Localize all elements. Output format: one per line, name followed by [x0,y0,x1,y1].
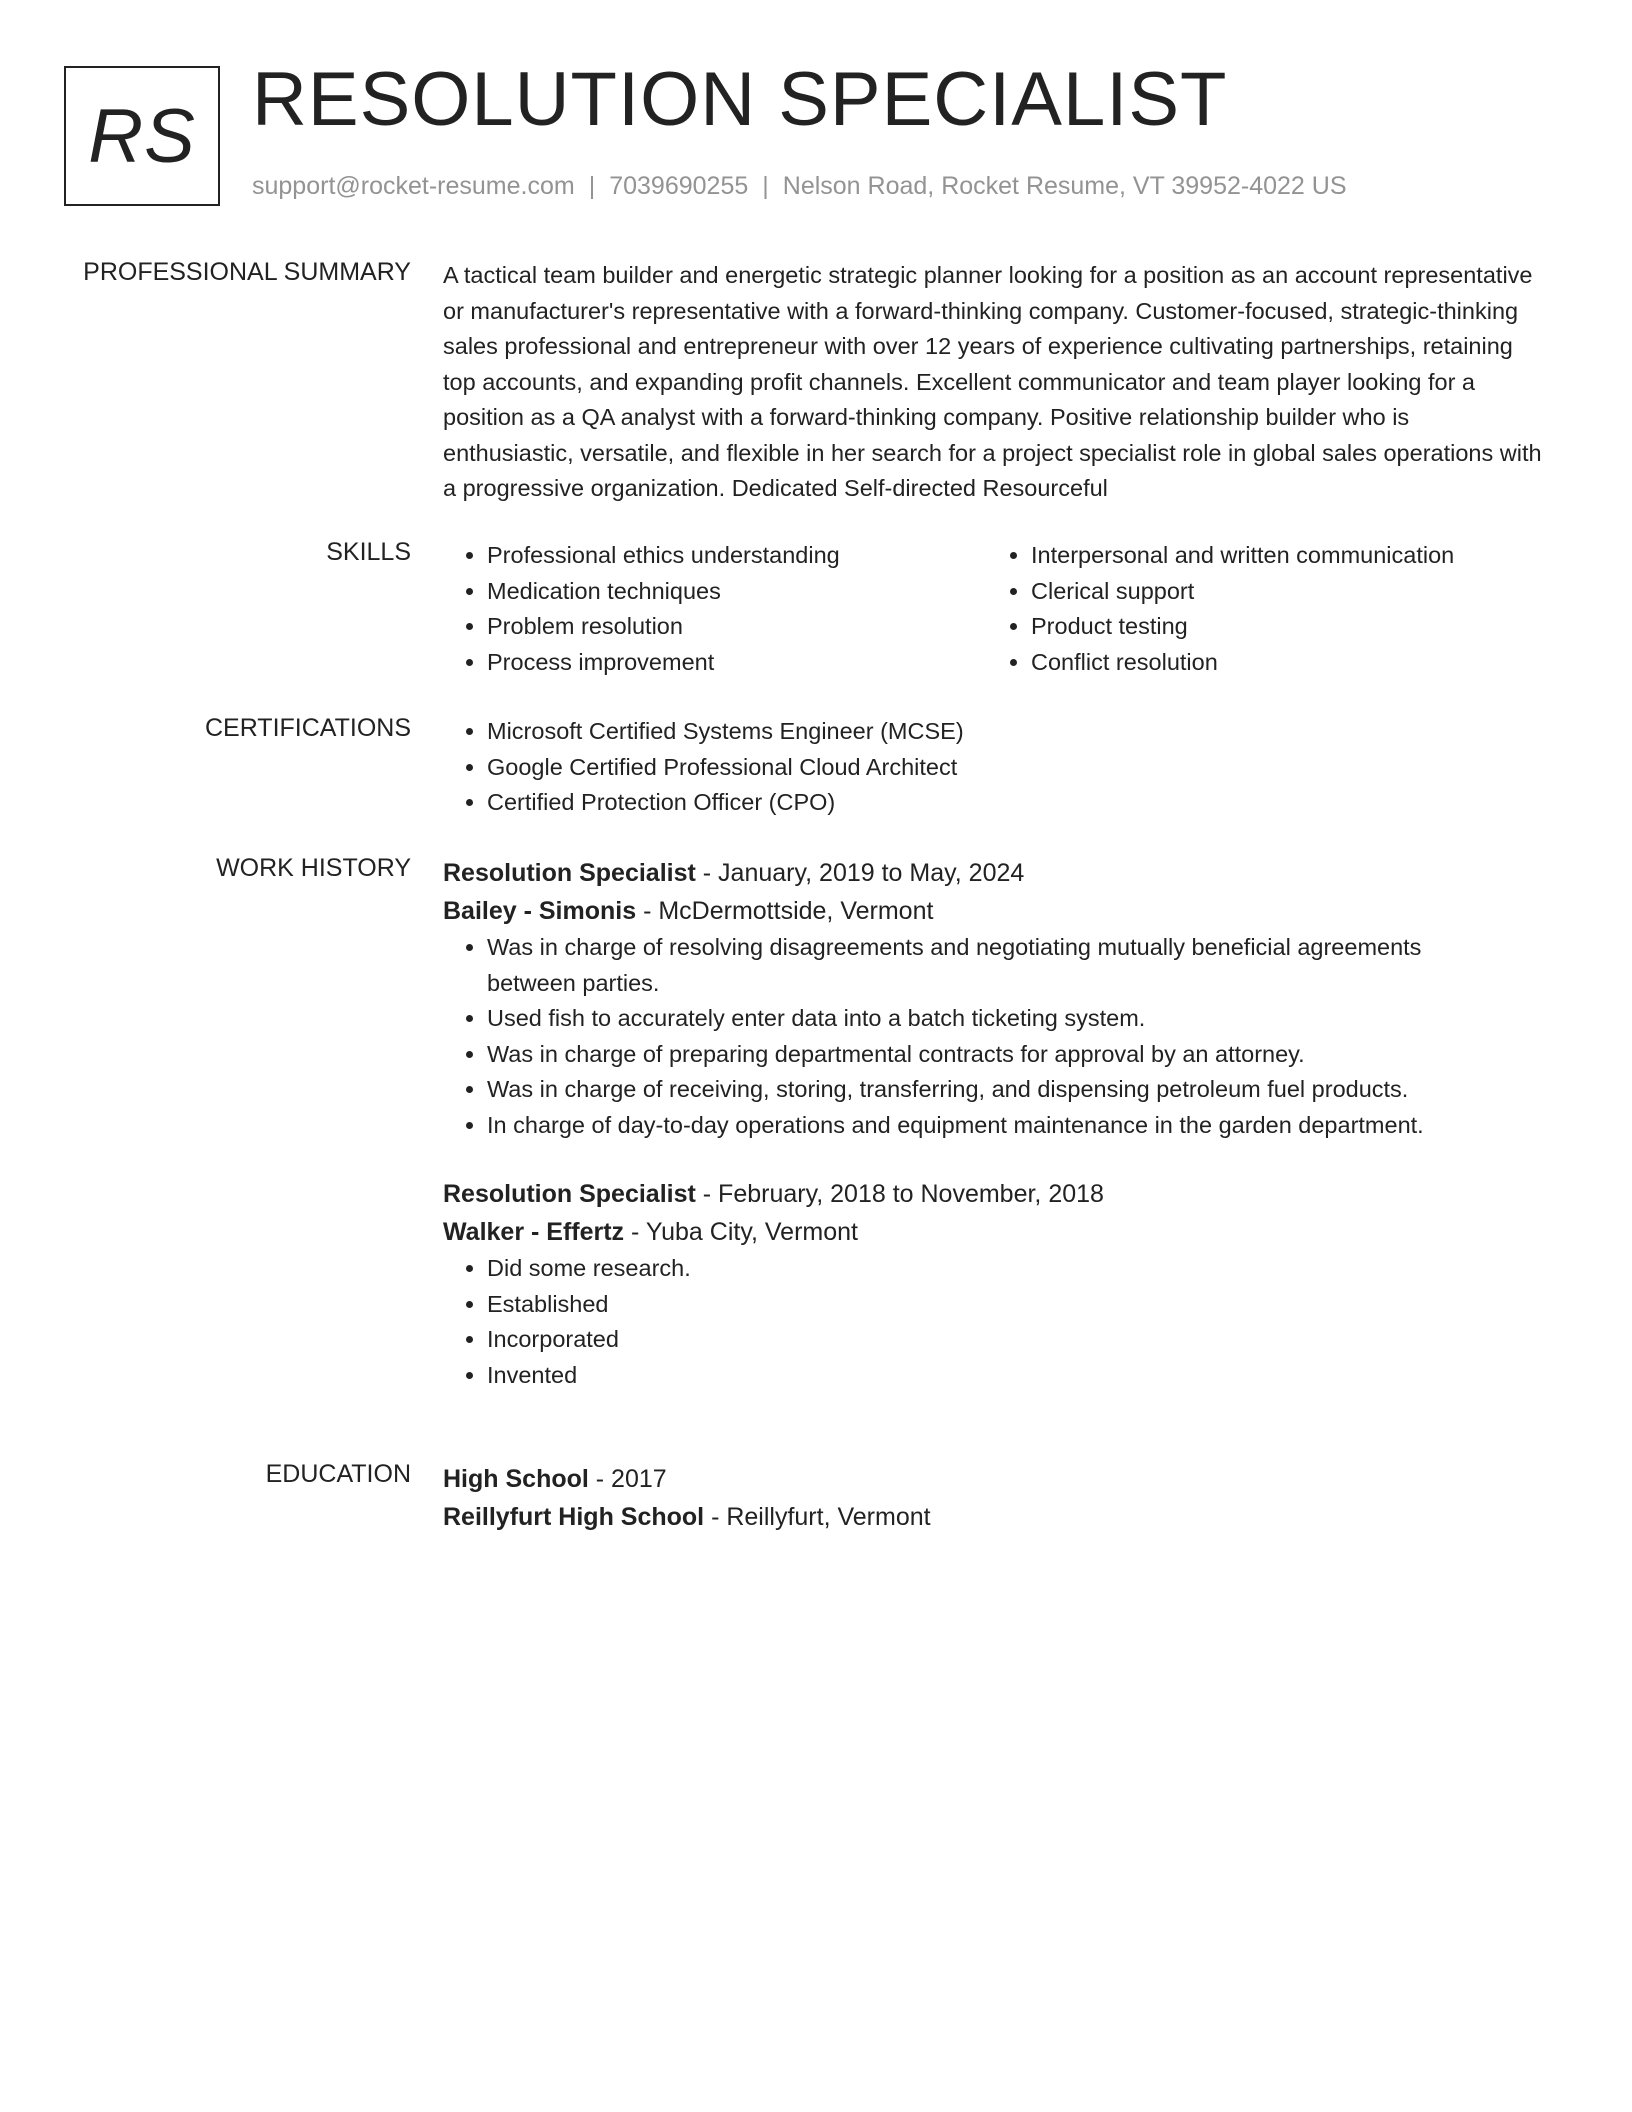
job-entry [443,854,1543,1143]
education-body [443,1460,1543,1536]
job-location: - Yuba City, Vermont [624,1218,858,1246]
summary-body [443,258,1543,507]
skill-item: • Conflict resolution [1031,645,1531,681]
certifications-body [443,714,1543,821]
job-bullet: • Established [487,1287,1543,1323]
skill-item: • Interpersonal and written communication [1031,538,1531,574]
job-bullets [443,1251,1543,1393]
section-label-summary: PROFESSIONAL SUMMARY [83,258,411,286]
job-bullet: • Was in charge of resolving disagreements and negotiating mutually beneficial agreements between parties. [487,930,1543,1001]
job-bullet: • Did some research. [487,1251,1543,1287]
job-bullet: • Incorporated [487,1322,1543,1358]
job-title: Resolution Specialist [443,1180,696,1208]
education-degree-line [443,1460,1543,1498]
contact-phone: 7039690255 [609,172,749,200]
job-location: - McDermottside, Vermont [636,897,934,925]
education-school: Reillyfurt High School [443,1503,705,1531]
skill-item: • Medication techniques [487,574,987,610]
job-bullets [443,930,1543,1143]
job-company-line [443,892,1543,930]
monogram-text: RS [88,93,196,179]
certification-item: • Google Certified Professional Cloud Architect [487,750,1543,786]
contact-address: Nelson Road, Rocket Resume, VT 39952-4022 US [782,172,1347,200]
section-label-work-history: WORK HISTORY [216,854,411,882]
summary-text: A tactical team builder and energetic strategic planner looking for a position as an account representative or manufacturer's representative with a forward-thinking company. Customer-focused, strategic-thinking sales professional and entrepreneur with over 12 years of experience cultivating partnerships, retaining top accounts, and expanding profit channels. Excellent communicator and team player looking for a position as a QA analyst with a forward-thinking company. Positive relationship builder who is enthusiastic, versatile, and flexible in her search for a project specialist role in global sales operations with a progressive organization. Dedicated Self-directed Resourceful [443,262,1542,501]
education-school-line [443,1498,1543,1536]
job-dates: - February, 2018 to November, 2018 [695,1180,1104,1208]
skill-item: • Product testing [1031,609,1531,645]
job-bullet: • Used fish to accurately enter data into a batch ticketing system. [487,1001,1543,1037]
skill-item: • Process improvement [487,645,987,681]
job-title-line [443,854,1543,892]
section-label-certifications: CERTIFICATIONS [204,714,411,742]
job-bullet: • Was in charge of receiving, storing, transferring, and dispensing petroleum fuel products. [487,1072,1543,1108]
job-entry [443,1175,1543,1393]
certification-item: • Certified Protection Officer (CPO) [487,785,1543,821]
contact-line [252,172,1347,201]
education-year: - 2017 [588,1465,667,1493]
job-bullet: • In charge of day-to-day operations and equipment maintenance in the garden department. [487,1108,1543,1144]
job-company: Bailey - Simonis [443,897,637,925]
job-dates: - January, 2019 to May, 2024 [695,859,1025,887]
contact-separator: | [762,172,769,200]
section-label-education: EDUCATION [265,1460,411,1488]
skills-list-left [443,538,987,680]
contact-email: support@rocket-resume.com [252,172,575,200]
job-bullet: • Was in charge of preparing departmental contracts for approval by an attorney. [487,1037,1543,1073]
skill-item: • Clerical support [1031,574,1531,610]
skills-body [443,538,1543,680]
job-title: Resolution Specialist [443,859,696,887]
job-bullet: • Invented [487,1358,1543,1394]
section-label-skills: SKILLS [326,538,411,566]
certifications-list [443,714,1543,821]
job-company-line [443,1213,1543,1251]
education-degree: High School [443,1465,589,1493]
skills-list-right [987,538,1531,680]
contact-separator: | [588,172,596,200]
certification-item: • Microsoft Certified Systems Engineer (MCSE) [487,714,1543,750]
resume-title: RESOLUTION SPECIALIST [252,57,1228,142]
skill-item: • Professional ethics understanding [487,538,987,574]
job-company: Walker - Effertz [443,1218,625,1246]
monogram-badge [64,66,220,206]
work-history-body [443,854,1543,1393]
skill-item: • Problem resolution [487,609,987,645]
education-location: - Reillyfurt, Vermont [704,1503,931,1531]
job-title-line [443,1175,1543,1213]
